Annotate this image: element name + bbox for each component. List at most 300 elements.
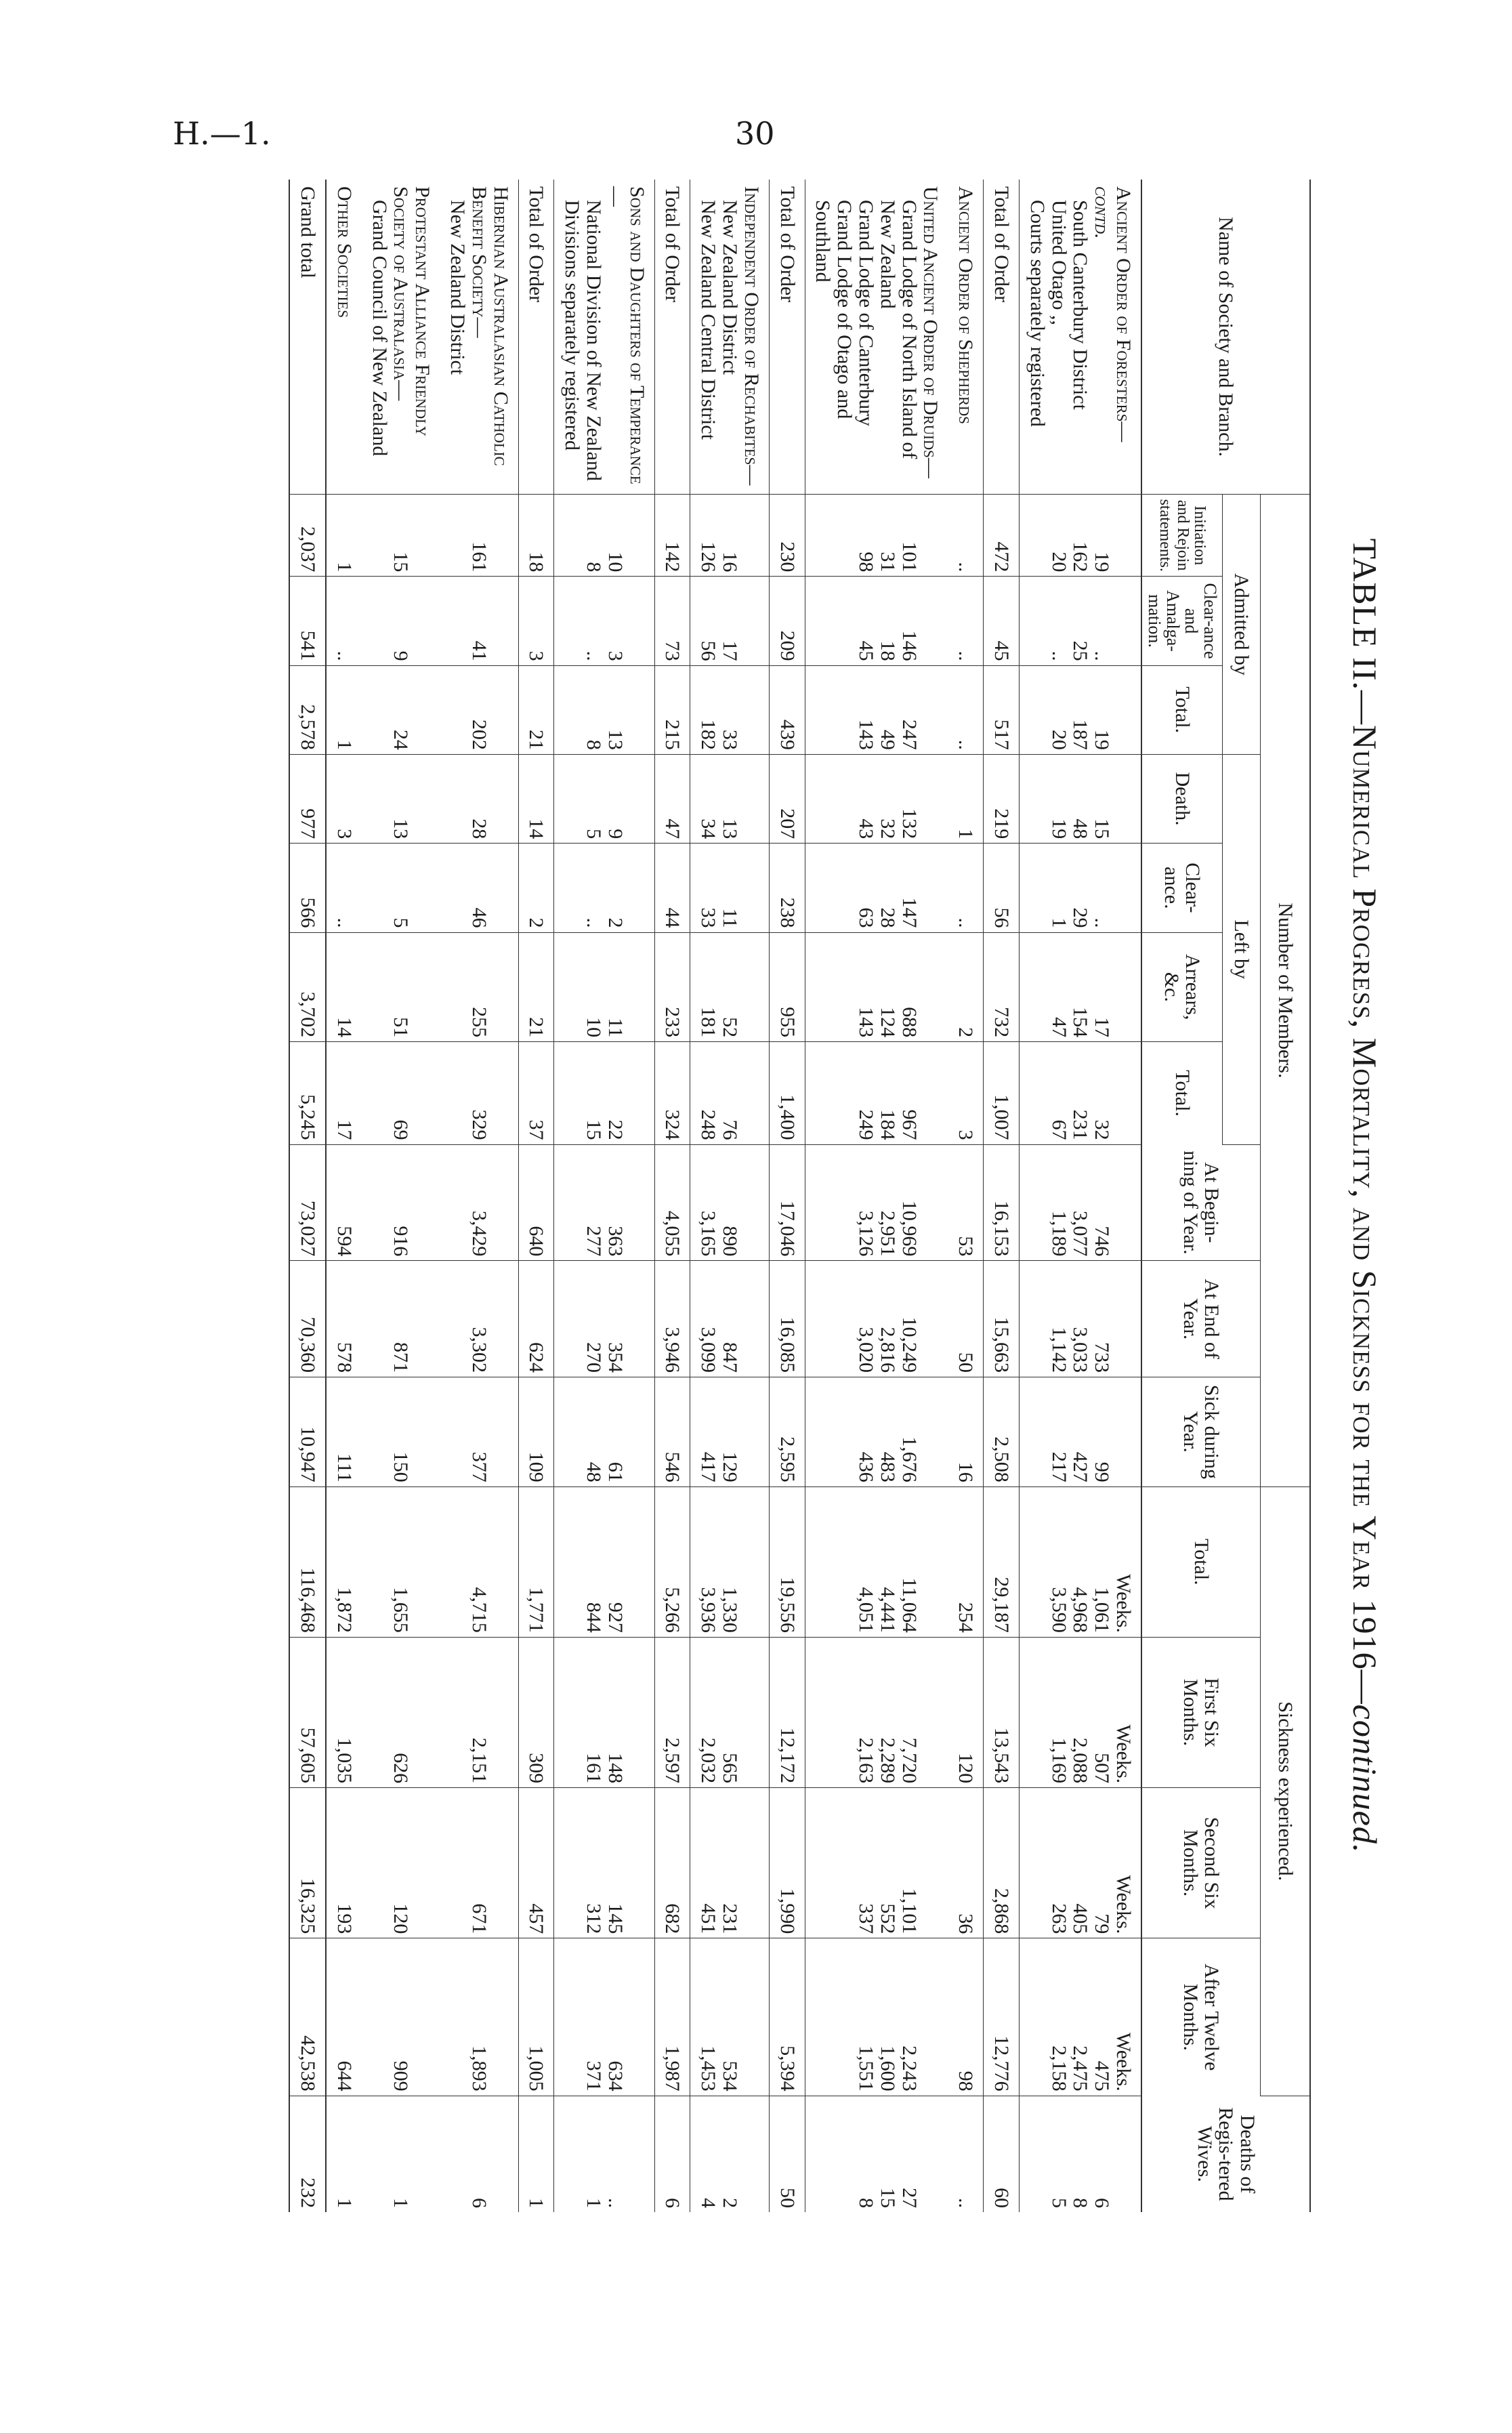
cell-value: 263	[1047, 1903, 1070, 1934]
cell-value: 231	[719, 1903, 742, 1934]
cell-spacer	[411, 2100, 433, 2208]
cell	[690, 1042, 769, 1145]
cell: 3	[518, 577, 554, 665]
cell	[554, 1486, 654, 1637]
cell-spacer	[626, 759, 648, 839]
cell	[690, 932, 769, 1042]
cell-spacer	[740, 848, 762, 928]
cell-value: 202	[467, 719, 490, 750]
cell-value: 1,872	[333, 1587, 356, 1633]
cell	[326, 754, 362, 843]
cell	[362, 577, 440, 665]
cell-value: 3,429	[467, 1210, 490, 1257]
cell-value: 10,969	[898, 1200, 921, 1257]
row-label: Grand total	[289, 180, 326, 495]
cell-value: 312	[583, 1903, 606, 1934]
branch-name: New Zealand District	[446, 200, 469, 375]
cell: 16,325	[289, 1788, 326, 1938]
cell: 50	[769, 2096, 805, 2212]
cell: 5,245	[289, 1042, 326, 1145]
cell	[948, 1144, 983, 1261]
cell	[690, 1486, 769, 1637]
cell-value: 4,715	[467, 1587, 490, 1633]
cell-value: 890	[719, 1226, 742, 1257]
cell	[805, 1042, 948, 1145]
cell-value: 11,064	[898, 1577, 921, 1633]
cell-spacer	[626, 848, 648, 928]
cell-value: 507	[1091, 1753, 1114, 1784]
society-name	[805, 180, 948, 495]
cell-value: 31	[876, 552, 899, 573]
cell	[554, 2096, 654, 2212]
cell	[326, 1377, 362, 1487]
society-name	[948, 180, 983, 495]
cell: 44	[654, 844, 690, 932]
cell: 3,702	[289, 932, 326, 1042]
cell-value: 79	[1091, 1913, 1114, 1934]
cell-value: 16	[954, 1461, 978, 1482]
cell: 624	[518, 1261, 554, 1377]
cell-value: 181	[697, 1007, 720, 1038]
cell: 566	[289, 844, 326, 932]
cell	[362, 1377, 440, 1487]
cell-spacer	[411, 1642, 433, 1783]
col-header-at-beginning: At Begin-ning of Year.	[1141, 1144, 1261, 1261]
cell-value: 48	[583, 1461, 606, 1482]
cell-value: 594	[333, 1226, 356, 1257]
cell-value: 33	[697, 907, 720, 928]
col-header-first-six: First Six Months.	[1141, 1637, 1261, 1787]
cell-value: 132	[898, 808, 921, 839]
cell-spacer	[626, 937, 648, 1038]
cell	[1020, 2096, 1141, 2212]
cell	[440, 844, 518, 932]
cell-value: 25	[1069, 640, 1092, 661]
cell	[1020, 665, 1141, 754]
cell-value: 63	[855, 907, 878, 928]
cell	[805, 1261, 948, 1377]
cell	[554, 1042, 654, 1145]
col-header-admitted-total: Total.	[1141, 665, 1223, 754]
cell-spacer	[920, 1491, 942, 1633]
cell	[690, 577, 769, 665]
cell	[362, 1486, 440, 1637]
cell	[805, 1144, 948, 1261]
cell	[362, 2096, 440, 2212]
cell-value: 2	[604, 917, 627, 928]
cell	[690, 1261, 769, 1377]
cell	[326, 844, 362, 932]
cell-spacer	[411, 670, 433, 750]
cell-value: 733	[1091, 1342, 1114, 1373]
cell-spacer	[411, 937, 433, 1038]
cell-spacer	[920, 1792, 942, 1934]
cell-value: 1	[333, 562, 356, 573]
cell-value: 688	[898, 1007, 921, 1038]
cell	[554, 1377, 654, 1487]
cell-value: 148	[604, 1753, 627, 1784]
cell	[326, 1486, 362, 1637]
table-row	[440, 180, 518, 2212]
cell-spacer	[920, 848, 942, 928]
cell: 16,153	[984, 1144, 1020, 1261]
cell-value: 146	[898, 630, 921, 661]
col-header-left-total: Total.	[1141, 1042, 1223, 1145]
cell-value: 120	[390, 1903, 413, 1934]
cell-value: 451	[697, 1903, 720, 1934]
cell-value: 1,101	[898, 1888, 921, 1934]
cell	[948, 1261, 983, 1377]
cell: 2,037	[289, 495, 326, 577]
cell: 238	[769, 844, 805, 932]
cell-value: 9	[390, 650, 413, 661]
cell	[362, 844, 440, 932]
table-title-text: TABLE II.—Numerical Progress, Mortality, and Sickness for the Year 1916—	[1346, 538, 1384, 1705]
cell-value: 1,551	[855, 2045, 878, 2092]
cell: 2,597	[654, 1637, 690, 1787]
cell-value: 8	[855, 2198, 878, 2208]
cell-value: 2,243	[898, 2045, 921, 2092]
page-reference: H.—1.	[173, 115, 271, 152]
cell-value: 231	[1069, 1109, 1092, 1140]
cell-value: 154	[1069, 1007, 1092, 1038]
cell	[326, 932, 362, 1042]
cell-spacer	[1112, 937, 1134, 1038]
cell: 142	[654, 495, 690, 577]
cell-value: 143	[855, 719, 878, 750]
cell	[690, 754, 769, 843]
cell	[362, 665, 440, 754]
cell-value: 20	[1047, 729, 1070, 750]
cell-value: 45	[855, 640, 878, 661]
cell	[440, 2096, 518, 2212]
cell-spacer	[490, 670, 511, 750]
cell-value: 11	[719, 908, 742, 928]
cell-value: ..	[1091, 650, 1114, 661]
cell: 207	[769, 754, 805, 843]
society-name	[554, 180, 654, 495]
cell-spacer	[411, 848, 433, 928]
cell	[440, 1637, 518, 1787]
cell-spacer	[740, 1265, 762, 1373]
cell-value: 871	[390, 1342, 413, 1373]
table-row	[805, 180, 948, 2212]
cell	[362, 1144, 440, 1261]
cell-spacer	[920, 670, 942, 750]
cell-value: 76	[719, 1119, 742, 1140]
cell	[440, 665, 518, 754]
cell-value: 15	[390, 552, 413, 573]
col-header-sick-total: Total.	[1141, 1486, 1261, 1637]
cell: 1	[518, 2096, 554, 2212]
cell-value: 5	[1047, 2198, 1070, 2208]
cell-value: 534	[719, 2060, 742, 2092]
cell	[554, 495, 654, 577]
cell-value: 248	[697, 1109, 720, 1140]
cell-value: 46	[467, 907, 490, 928]
col-header-clearance-amalg: Clear-ance and Amalga-mation.	[1141, 577, 1223, 665]
cell	[440, 932, 518, 1042]
cell-value: 15	[583, 1119, 606, 1140]
branch-name: United Otago ,,	[1047, 200, 1070, 325]
cell-value: 1,676	[898, 1436, 921, 1482]
cell: 439	[769, 665, 805, 754]
cell: 5,394	[769, 1938, 805, 2096]
cell-spacer	[626, 1942, 648, 2091]
cell	[948, 2096, 983, 2212]
cell: 1,990	[769, 1788, 805, 1938]
society-title: Hibernian Australasian Catholic Benefit Society—	[467, 186, 512, 466]
cell-value: 3,099	[697, 1327, 720, 1373]
cell-value: 337	[855, 1903, 878, 1934]
cell	[554, 1261, 654, 1377]
cell-value: 1,453	[697, 2045, 720, 2092]
cell-spacer	[920, 1046, 942, 1140]
cell	[326, 577, 362, 665]
cell-value: 20	[1047, 552, 1070, 573]
cell-value: 41	[467, 640, 490, 661]
page-number: 30	[735, 115, 775, 152]
cell-value: 11	[604, 1018, 627, 1038]
cell	[440, 1938, 518, 2096]
cell-spacer	[1112, 2100, 1134, 2208]
cell-spacer	[490, 848, 511, 928]
branch-name: New Zealand District	[719, 200, 742, 375]
cell-value: 36	[954, 1913, 978, 1934]
cell	[326, 1788, 362, 1938]
cell-value: 161	[467, 541, 490, 573]
cell: 15,663	[984, 1261, 1020, 1377]
cell	[805, 1938, 948, 2096]
cell: 19,556	[769, 1486, 805, 1637]
cell-value: 162	[1069, 541, 1092, 573]
cell-spacer	[740, 670, 762, 750]
cell	[362, 1788, 440, 1938]
cell-value: 1,330	[719, 1587, 742, 1633]
cell-value: 10,249	[898, 1316, 921, 1373]
cell-value: 1	[954, 829, 978, 839]
cell-value: 69	[390, 1119, 413, 1140]
table-row	[362, 180, 440, 2212]
cell-spacer	[411, 759, 433, 839]
cell	[1020, 844, 1141, 932]
cell-value: 17	[1091, 1017, 1114, 1038]
cell-value: 16	[719, 552, 742, 573]
cell	[326, 1261, 362, 1377]
rotated-table-panel	[169, 180, 1402, 2212]
col-header-initiation: Initiation and Rejoin statements.	[1141, 495, 1223, 577]
cell-spacer	[740, 937, 762, 1038]
cell-value: 844	[583, 1602, 606, 1633]
cell	[1020, 754, 1141, 843]
cell-value: 3,126	[855, 1210, 878, 1257]
cell	[1020, 1042, 1141, 1145]
cell-value: 14	[333, 1017, 356, 1038]
cell-value: 3,302	[467, 1327, 490, 1373]
cell	[690, 2096, 769, 2212]
society-name	[440, 180, 518, 495]
cell	[440, 1486, 518, 1637]
cell-spacer	[411, 1149, 433, 1257]
cell	[1020, 1377, 1141, 1487]
cell-value: 98	[954, 2071, 978, 2092]
cell-value: 3,020	[855, 1327, 878, 1373]
cell-value: ..	[954, 650, 978, 661]
cell-spacer	[1112, 670, 1134, 750]
cell-spacer	[411, 1491, 433, 1633]
cell: 2,595	[769, 1377, 805, 1487]
cell-value: 371	[583, 2060, 606, 2092]
cell-value: 147	[898, 897, 921, 928]
cell-value: 329	[467, 1109, 490, 1140]
cell-spacer	[920, 2100, 942, 2208]
weeks-label: Weeks.	[1112, 1724, 1135, 1784]
cell-value: 143	[855, 1007, 878, 1038]
cell-spacer	[740, 2100, 762, 2208]
cell-value: 671	[467, 1903, 490, 1934]
cell	[1020, 932, 1141, 1042]
col-header-at-end: At End of Year.	[1141, 1261, 1261, 1377]
cell	[805, 754, 948, 843]
society-name	[326, 180, 362, 495]
cell-value: 1,061	[1091, 1587, 1114, 1633]
cell	[948, 1938, 983, 2096]
cell	[805, 932, 948, 1042]
cell	[948, 932, 983, 1042]
cell-value: 565	[719, 1753, 742, 1784]
cell-value: 150	[390, 1451, 413, 1482]
cell-value: 18	[876, 640, 899, 661]
cell-value: 9	[604, 829, 627, 839]
cell-spacer	[1112, 848, 1134, 928]
cell-value: 120	[954, 1753, 978, 1784]
cell	[948, 754, 983, 843]
cell-value: 552	[876, 1903, 899, 1934]
cell-spacer	[490, 581, 511, 661]
cell	[1020, 1144, 1141, 1261]
cell-value: 47	[1047, 1017, 1070, 1038]
cell-spacer	[490, 937, 511, 1038]
cell-value: 2,163	[855, 1737, 878, 1784]
cell-value: 3,936	[697, 1587, 720, 1633]
cell	[948, 1486, 983, 1637]
cell-spacer	[626, 499, 648, 572]
cell	[805, 495, 948, 577]
cell-spacer	[626, 2100, 648, 2208]
cell-spacer	[740, 1149, 762, 1257]
statistics-table	[289, 180, 1311, 2212]
cell: 42,538	[289, 1938, 326, 2096]
col-header-clearance: Clear-ance.	[1141, 844, 1223, 932]
cell	[440, 754, 518, 843]
cell-value: 111	[333, 1453, 356, 1482]
cell-value: 417	[697, 1451, 720, 1482]
cell	[805, 1788, 948, 1938]
col-group-admitted: Admitted by	[1223, 495, 1261, 755]
cell	[1020, 1788, 1141, 1938]
cell	[1020, 1486, 1141, 1637]
cell-value: 13	[390, 818, 413, 839]
cell	[948, 577, 983, 665]
cell-spacer	[626, 1792, 648, 1934]
cell-spacer	[740, 1642, 762, 1783]
cell	[440, 495, 518, 577]
cell	[690, 1938, 769, 2096]
cell-value: ..	[333, 917, 356, 928]
cell-spacer	[740, 1046, 762, 1140]
cell	[1020, 1938, 1141, 2096]
cell-value: 193	[333, 1903, 356, 1934]
society-title: Ancient Order of Foresters—contd.	[1091, 186, 1135, 442]
cell-value: 19	[1047, 818, 1070, 839]
cell: 546	[654, 1377, 690, 1487]
cell	[362, 932, 440, 1042]
cell-spacer	[411, 1792, 433, 1934]
cell: 682	[654, 1788, 690, 1938]
cell-spacer	[920, 1381, 942, 1482]
col-group-left: Left by	[1223, 754, 1261, 1144]
cell	[362, 1637, 440, 1787]
society-name	[362, 180, 440, 495]
cell-value: 1,600	[876, 2045, 899, 2092]
cell: 215	[654, 665, 690, 754]
cell: 541	[289, 577, 326, 665]
cell-value: 2,088	[1069, 1737, 1092, 1784]
cell-spacer	[411, 1265, 433, 1373]
cell	[948, 1637, 983, 1787]
cell-value: 3,165	[697, 1210, 720, 1257]
cell-value: 17	[719, 640, 742, 661]
cell	[948, 1377, 983, 1487]
cell-value: 254	[954, 1602, 978, 1633]
cell-spacer	[626, 581, 648, 661]
cell-value: 7,720	[898, 1737, 921, 1784]
cell	[554, 932, 654, 1042]
cell-value: 3	[954, 1129, 978, 1140]
cell-spacer	[411, 499, 433, 572]
cell-spacer	[920, 1642, 942, 1783]
cell-value: 2	[719, 2198, 742, 2208]
cell: 1,005	[518, 1938, 554, 2096]
cell	[362, 495, 440, 577]
cell-value: 19	[1091, 552, 1114, 573]
cell-value: 6	[1091, 2198, 1114, 2208]
branch-name: Grand Lodge of Canterbury	[855, 200, 878, 427]
cell	[554, 1788, 654, 1938]
cell: 230	[769, 495, 805, 577]
branch-name: National Division of New Zealand	[583, 200, 606, 481]
cell	[554, 577, 654, 665]
cell-value: 129	[719, 1451, 742, 1482]
cell-value: 4,051	[855, 1587, 878, 1633]
cell-spacer	[411, 1046, 433, 1140]
cell-value: 49	[876, 729, 899, 750]
cell-spacer	[490, 1149, 511, 1257]
cell: 4,055	[654, 1144, 690, 1261]
row-label: Total of Order	[654, 180, 690, 495]
table-row	[948, 180, 983, 2212]
cell	[948, 844, 983, 932]
cell	[948, 495, 983, 577]
cell-value: 483	[876, 1451, 899, 1482]
cell: 233	[654, 932, 690, 1042]
cell	[554, 1938, 654, 2096]
cell-value: 354	[604, 1342, 627, 1373]
cell: 21	[518, 932, 554, 1042]
cell	[440, 1261, 518, 1377]
table-title-continued: continued.	[1346, 1704, 1384, 1854]
branch-name: South Canterbury District	[1069, 200, 1092, 410]
